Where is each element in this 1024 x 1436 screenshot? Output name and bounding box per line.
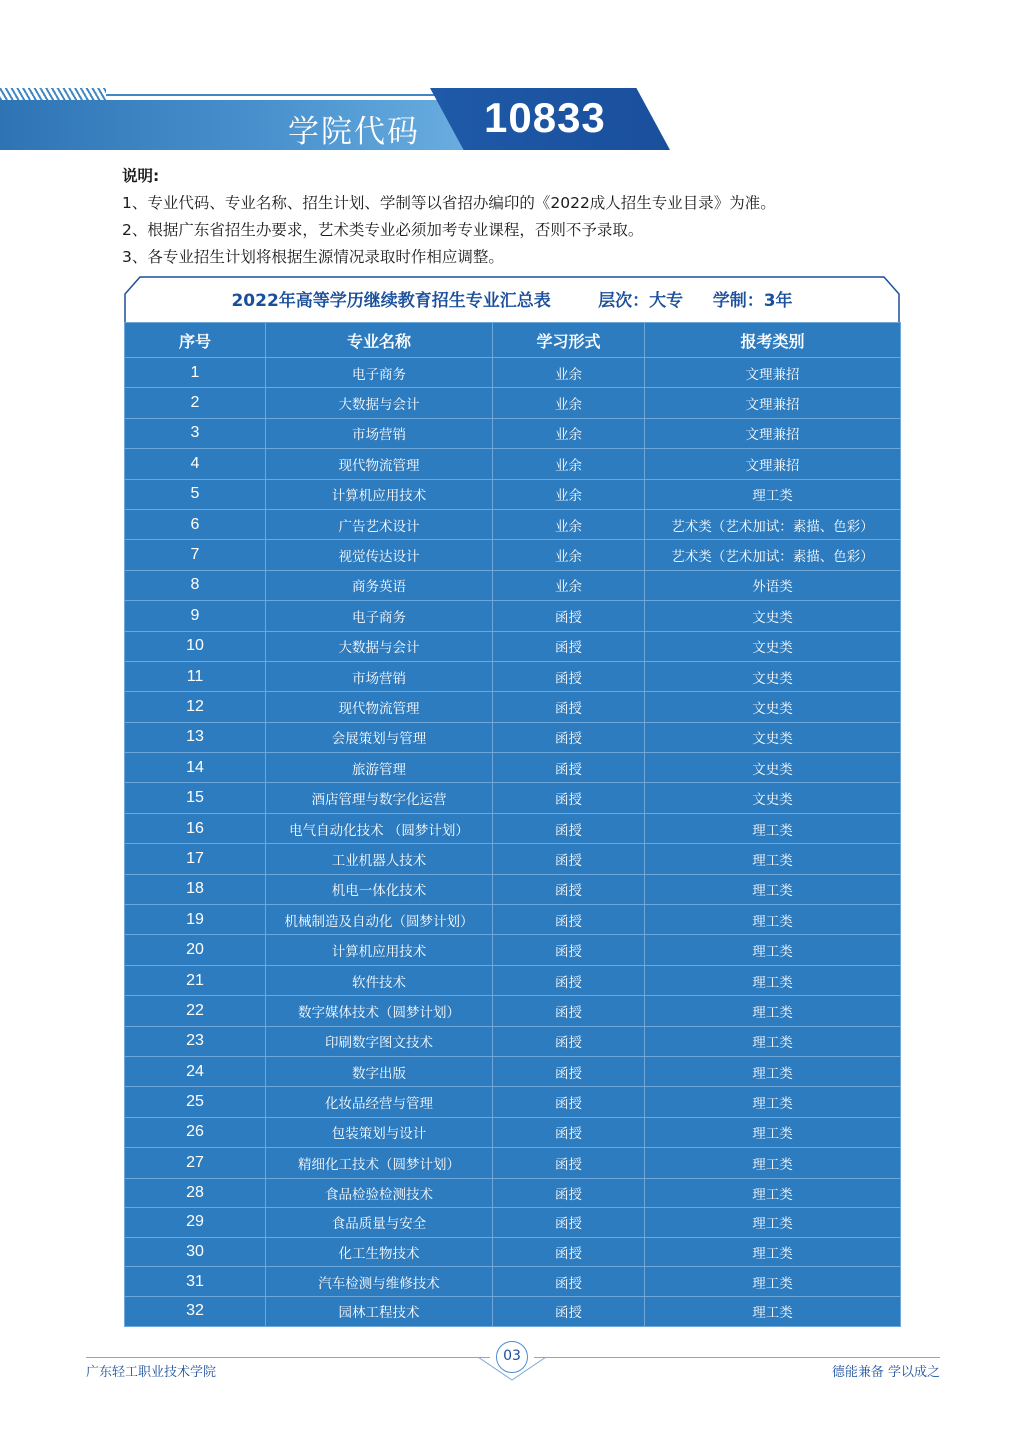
row-category: 理工类 [645,844,901,874]
row-major-name: 现代物流管理 [266,692,493,722]
row-index: 25 [125,1087,266,1117]
table-row [125,601,901,631]
row-study-mode: 业余 [493,418,645,448]
note-item: 3、各专业招生计划将根据生源情况录取时作相应调整。 [122,248,504,266]
row-index: 24 [125,1056,266,1086]
table-row [125,965,901,995]
row-study-mode: 函授 [493,692,645,722]
row-category: 文史类 [645,661,901,691]
row-category: 文史类 [645,753,901,783]
table-row [125,1117,901,1147]
row-category: 文理兼招 [645,418,901,448]
table-row [125,1026,901,1056]
row-study-mode: 业余 [493,540,645,570]
row-index: 22 [125,996,266,1026]
row-major-name: 印刷数字图文技术 [266,1026,493,1056]
row-study-mode: 函授 [493,753,645,783]
row-category: 理工类 [645,1026,901,1056]
row-category: 文史类 [645,631,901,661]
table-row [125,388,901,418]
row-index: 3 [125,418,266,448]
row-major-name: 电气自动化技术 （圆梦计划） [266,813,493,843]
row-category: 理工类 [645,874,901,904]
header-major: 专业名称 [266,323,493,358]
row-index: 21 [125,965,266,995]
table-row [125,1056,901,1086]
table-row [125,661,901,691]
row-index: 26 [125,1117,266,1147]
row-major-name: 酒店管理与数字化运营 [266,783,493,813]
row-index: 7 [125,540,266,570]
header-study-mode: 学习形式 [493,323,645,358]
row-category: 理工类 [645,479,901,509]
row-category: 文史类 [645,783,901,813]
table-row [125,1208,901,1238]
row-category: 理工类 [645,813,901,843]
table-row [125,1178,901,1208]
row-study-mode: 函授 [493,1237,645,1267]
row-study-mode: 函授 [493,905,645,935]
row-study-mode: 函授 [493,1296,645,1326]
row-major-name: 机械制造及自动化（圆梦计划） [266,905,493,935]
row-category: 理工类 [645,1267,901,1297]
header-index: 序号 [125,323,266,358]
row-major-name: 电子商务 [266,358,493,388]
row-major-name: 商务英语 [266,570,493,600]
row-category: 文理兼招 [645,358,901,388]
row-index: 15 [125,783,266,813]
row-index: 13 [125,722,266,752]
row-major-name: 化妆品经营与管理 [266,1087,493,1117]
row-index: 31 [125,1267,266,1297]
banner-line-decoration [106,94,436,96]
row-study-mode: 函授 [493,996,645,1026]
footer-motto: 德能兼备 学以成之 [831,1365,940,1380]
row-category: 理工类 [645,1237,901,1267]
notes-heading: 说明: [122,167,160,185]
row-major-name: 包装策划与设计 [266,1117,493,1147]
row-major-name: 电子商务 [266,601,493,631]
row-major-name: 旅游管理 [266,753,493,783]
table-row [125,905,901,935]
table-row [125,479,901,509]
row-index: 16 [125,813,266,843]
row-study-mode: 函授 [493,1148,645,1178]
table-title: 2022年高等学历继续教育招生专业汇总表 层次：大专 学制：3年 [231,291,793,311]
row-category: 理工类 [645,905,901,935]
note-item: 1、专业代码、专业名称、招生计划、学制等以省招办编印的《2022成人招生专业目录》为准。 [122,194,776,212]
row-major-name: 工业机器人技术 [266,844,493,874]
table-row [125,996,901,1026]
row-index: 14 [125,753,266,783]
row-index: 1 [125,358,266,388]
table-row [125,753,901,783]
row-major-name: 汽车检测与维修技术 [266,1267,493,1297]
footer-school-name: 广东轻工职业技术学院 [86,1365,217,1380]
row-major-name: 大数据与会计 [266,631,493,661]
row-category: 理工类 [645,1178,901,1208]
row-study-mode: 函授 [493,844,645,874]
footer-line-right [534,1357,940,1358]
table-row [125,449,901,479]
row-index: 2 [125,388,266,418]
row-category: 文史类 [645,722,901,752]
row-study-mode: 函授 [493,661,645,691]
note-item: 2、根据广东省招生办要求，艺术类专业必须加考专业课程，否则不予录取。 [122,221,644,239]
college-code: 10833 [484,94,606,141]
row-major-name: 市场营销 [266,418,493,448]
header-category: 报考类别 [645,323,901,358]
row-study-mode: 业余 [493,479,645,509]
row-study-mode: 函授 [493,1208,645,1238]
row-major-name: 计算机应用技术 [266,479,493,509]
row-study-mode: 函授 [493,935,645,965]
row-study-mode: 函授 [493,783,645,813]
row-category: 文史类 [645,601,901,631]
row-major-name: 现代物流管理 [266,449,493,479]
row-category: 艺术类（艺术加试：素描、色彩） [645,509,901,539]
table-row [125,1237,901,1267]
table-row [125,874,901,904]
table-row [125,692,901,722]
row-index: 29 [125,1208,266,1238]
table-title-frame [124,276,900,322]
row-index: 20 [125,935,266,965]
page-number: 03 [496,1341,528,1373]
row-index: 23 [125,1026,266,1056]
row-major-name: 食品检验检测技术 [266,1178,493,1208]
row-major-name: 视觉传达设计 [266,540,493,570]
table-row [125,844,901,874]
notes-section [122,163,922,271]
row-index: 30 [125,1237,266,1267]
row-index: 28 [125,1178,266,1208]
row-category: 外语类 [645,570,901,600]
row-index: 27 [125,1148,266,1178]
row-category: 理工类 [645,1056,901,1086]
row-major-name: 会展策划与管理 [266,722,493,752]
table-row [125,813,901,843]
banner-label: 学院代码 [288,114,420,150]
row-study-mode: 函授 [493,601,645,631]
table-row [125,1087,901,1117]
row-index: 18 [125,874,266,904]
header-banner [0,88,1024,154]
row-index: 8 [125,570,266,600]
table-row [125,783,901,813]
table-row [125,570,901,600]
row-study-mode: 函授 [493,722,645,752]
footer-line-left [86,1357,490,1358]
row-study-mode: 函授 [493,1087,645,1117]
row-index: 32 [125,1296,266,1326]
row-study-mode: 函授 [493,1267,645,1297]
row-major-name: 精细化工技术（圆梦计划） [266,1148,493,1178]
row-study-mode: 业余 [493,388,645,418]
row-category: 理工类 [645,1117,901,1147]
table-header-row [125,323,901,358]
row-category: 文史类 [645,692,901,722]
row-index: 10 [125,631,266,661]
row-study-mode: 函授 [493,813,645,843]
row-study-mode: 函授 [493,1026,645,1056]
row-category: 理工类 [645,1087,901,1117]
table-row [125,418,901,448]
table-row [125,509,901,539]
row-study-mode: 函授 [493,965,645,995]
row-major-name: 数字出版 [266,1056,493,1086]
row-category: 艺术类（艺术加试：素描、色彩） [645,540,901,570]
table-row [125,631,901,661]
row-major-name: 化工生物技术 [266,1237,493,1267]
row-major-name: 机电一体化技术 [266,874,493,904]
table-row [125,1296,901,1326]
row-category: 理工类 [645,996,901,1026]
row-index: 19 [125,905,266,935]
row-category: 文理兼招 [645,388,901,418]
banner-hatch-decoration [0,88,106,100]
table-row [125,935,901,965]
row-study-mode: 函授 [493,631,645,661]
row-study-mode: 业余 [493,449,645,479]
row-category: 理工类 [645,1148,901,1178]
row-category: 理工类 [645,935,901,965]
table-row [125,722,901,752]
table-row [125,1267,901,1297]
table-row [125,1148,901,1178]
row-major-name: 计算机应用技术 [266,935,493,965]
row-study-mode: 函授 [493,1056,645,1086]
table-row [125,540,901,570]
row-major-name: 食品质量与安全 [266,1208,493,1238]
row-major-name: 广告艺术设计 [266,509,493,539]
row-index: 4 [125,449,266,479]
row-category: 文理兼招 [645,449,901,479]
row-study-mode: 业余 [493,509,645,539]
row-major-name: 软件技术 [266,965,493,995]
row-index: 5 [125,479,266,509]
row-major-name: 市场营销 [266,661,493,691]
row-category: 理工类 [645,965,901,995]
row-index: 17 [125,844,266,874]
majors-table [124,322,901,1327]
row-major-name: 数字媒体技术（圆梦计划） [266,996,493,1026]
row-index: 6 [125,509,266,539]
row-category: 理工类 [645,1208,901,1238]
row-index: 11 [125,661,266,691]
row-major-name: 园林工程技术 [266,1296,493,1326]
row-study-mode: 函授 [493,874,645,904]
table-row [125,358,901,388]
row-study-mode: 业余 [493,358,645,388]
row-index: 12 [125,692,266,722]
row-index: 9 [125,601,266,631]
row-study-mode: 函授 [493,1117,645,1147]
row-category: 理工类 [645,1296,901,1326]
row-study-mode: 函授 [493,1178,645,1208]
row-study-mode: 业余 [493,570,645,600]
row-major-name: 大数据与会计 [266,388,493,418]
